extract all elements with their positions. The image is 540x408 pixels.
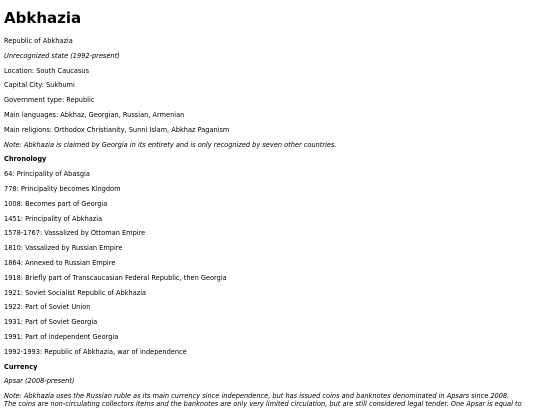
currency-note-line-2: The coins are non-circulating collectors items and the banknotes are only very limited circulation, but are still considered legal tender. One Apsar is equal to <box>4 400 522 408</box>
chronology-item: 778: Principality becomes Kingdom <box>4 184 121 193</box>
chronology-item: 1810: Vassalized by Russian Empire <box>4 244 123 253</box>
currency-section <box>4 363 540 408</box>
chronology-item: 1991: Part of independent Georgia <box>4 332 119 341</box>
info-official-name: Republic of Abkhazia <box>4 37 73 45</box>
chronology-item: 1008: Becomes part of Georgia <box>4 199 108 208</box>
chronology-item: 1451: Principality of Abkhazia <box>4 214 103 223</box>
currency-heading: Currency <box>4 362 38 371</box>
info-location: Location: South Caucasus <box>4 66 90 75</box>
info-status: Unrecognized state (1992-present) <box>4 51 120 60</box>
chronology-item: 1578-1767: Vassalized by Ottoman Empire <box>4 229 146 238</box>
page-title: Abkhazia <box>4 9 82 27</box>
chronology-item: 1864: Annexed to Russian Empire <box>4 258 116 267</box>
info-religions: Main religions: Orthodox Christianity, Sunni Islam, Abkhaz Paganism <box>4 125 230 134</box>
chronology-item: 1918: Briefly part of Transcaucasian Federal Republic, then Georgia <box>4 273 227 282</box>
chronology-item: 1992-1993: Republic of Abkhazia, war of independence <box>4 347 187 356</box>
chronology-item: 1921: Soviet Socialist Republic of Abkhazia <box>4 288 147 297</box>
info-languages: Main languages: Abkhaz, Georgian, Russian, Armenian <box>4 110 185 119</box>
chronology-item: 64: Principality of Abasgia <box>4 170 90 179</box>
chronology-item: 1931: Part of Soviet Georgia <box>4 318 98 327</box>
info-capital: Capital City: Sukhumi <box>4 81 75 90</box>
chronology-section <box>4 155 540 355</box>
currency-note-line-1: Note: Abkhazia uses the Russian ruble as its main currency since independence, but has issued coins and banknotes denominated in Apsars since 2008. <box>4 392 510 401</box>
chronology-item: 1922: Part of Soviet Union <box>4 303 91 312</box>
currency-name: Apsar (2008-present) <box>4 377 75 386</box>
info-note: Note: Abkhazia is claimed by Georgia in its entirety and is only recognized by seven other countries. <box>4 140 337 149</box>
info-section <box>4 37 540 149</box>
info-government: Government type: Republic <box>4 96 95 105</box>
chronology-heading: Chronology <box>4 155 47 164</box>
